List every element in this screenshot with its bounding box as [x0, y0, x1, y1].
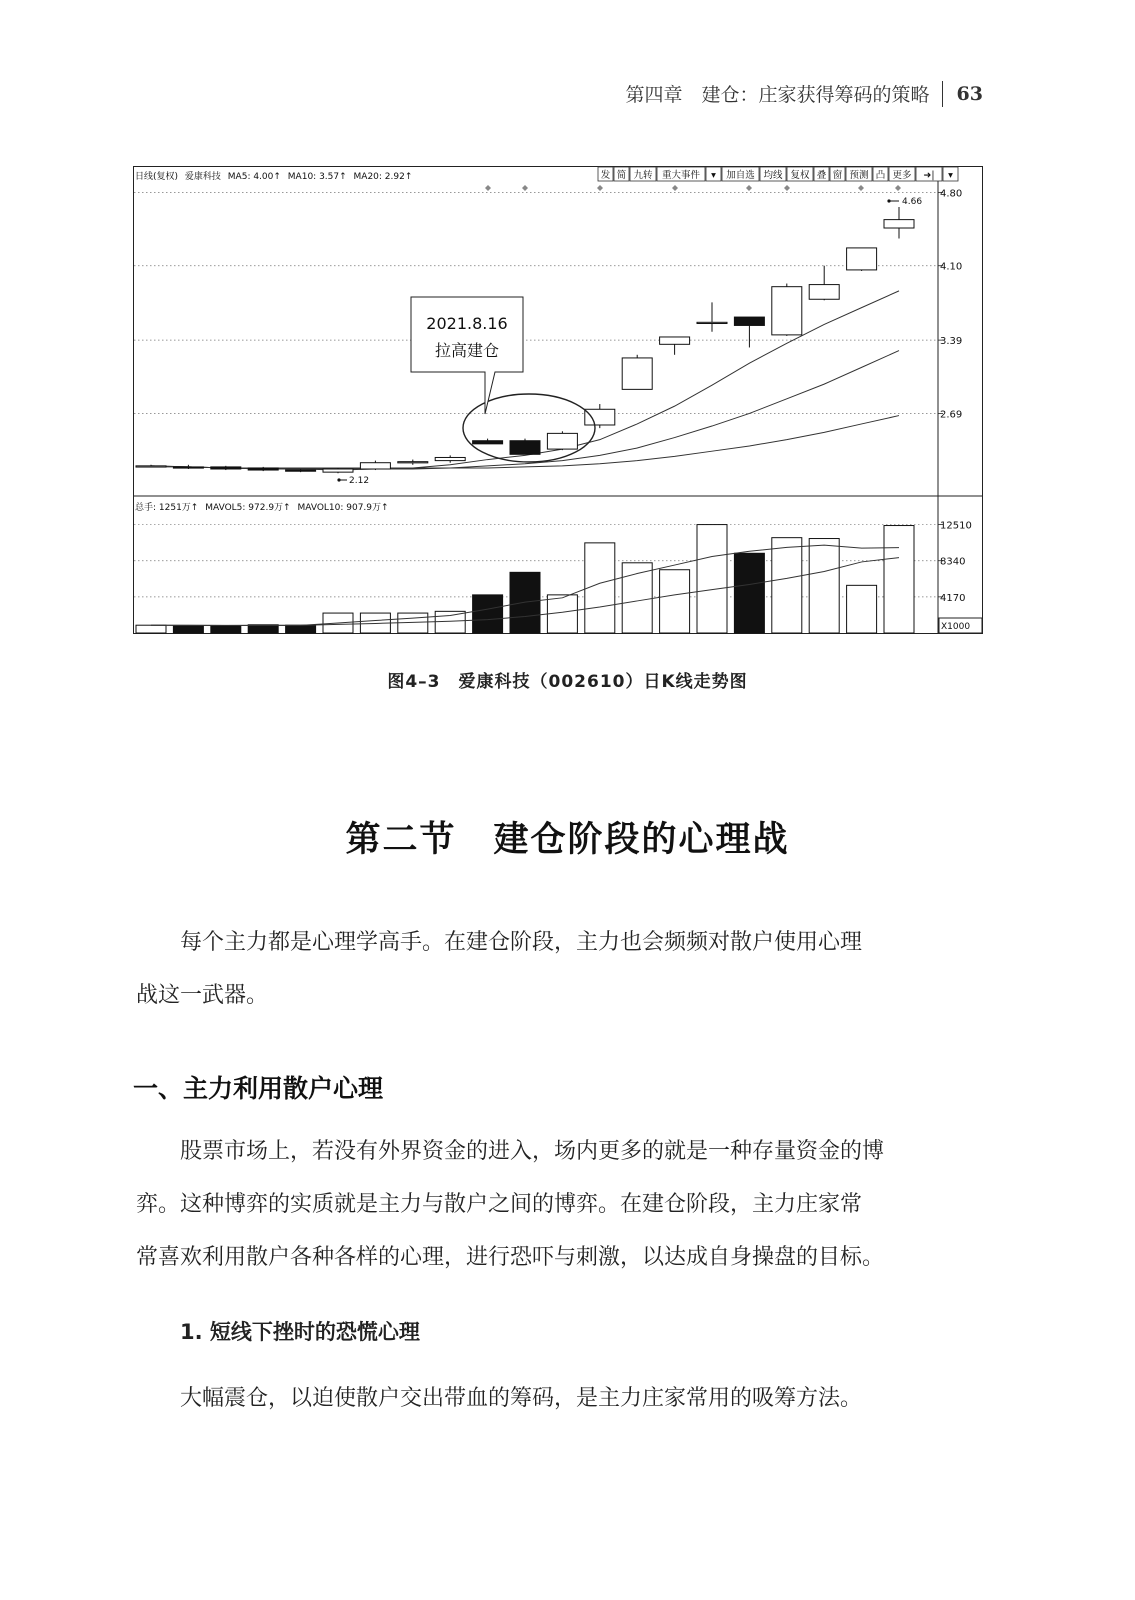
- chart-toolbar: [598, 167, 958, 181]
- volume-bar: [211, 626, 241, 633]
- toolbar-button-label: 均线: [763, 170, 783, 181]
- annotation-date: 2021.8.16: [426, 314, 508, 333]
- volume-bar: [847, 585, 877, 633]
- toolbar-button-label: 发: [600, 170, 611, 181]
- candle: [847, 248, 877, 271]
- toolbar-button-label: 九转: [633, 170, 653, 181]
- volume-bar: [435, 611, 465, 633]
- volume-bar: [660, 570, 690, 633]
- volume-tick-label: 4170: [940, 592, 966, 604]
- candle-body-up: [809, 285, 839, 300]
- closing-paragraph: [136, 1372, 1002, 1425]
- figure-caption: 图4–3 爱康科技（002610）日K线走势图: [387, 672, 748, 692]
- low-marker-label: 2.12: [349, 476, 370, 486]
- price-tick-label: 4.10: [940, 261, 963, 273]
- intro-line-2: 战这一武器。: [136, 983, 269, 1008]
- candle-body-up: [884, 220, 914, 228]
- running-head: [626, 80, 983, 107]
- volume-bar: [286, 625, 316, 633]
- heading-one: 一、主力利用散户心理: [133, 1074, 384, 1103]
- toolbar-button-label: 叠: [816, 170, 827, 181]
- toolbar-button-label: 复权: [790, 170, 810, 181]
- toolbar-button-label: 窗: [832, 170, 843, 181]
- candle-body-down: [473, 441, 503, 444]
- candle: [622, 355, 652, 390]
- candle: [211, 466, 241, 470]
- candle-body-up: [660, 337, 690, 344]
- kline-chart: [133, 166, 983, 634]
- body-line-3: 常喜欢利用散户各种各样的心理，进行恐吓与刺激，以达成自身操盘的目标。: [136, 1245, 885, 1270]
- toolbar-button-label: ➜|: [923, 170, 935, 181]
- price-tick-label: 4.80: [940, 188, 963, 200]
- toolbar-button-label: 加自选: [726, 170, 755, 181]
- chapter-title: 第四章 建仓：庄家获得筹码的策略: [625, 84, 930, 106]
- volume-bar: [547, 595, 577, 633]
- candle: [510, 439, 540, 455]
- chart-legend: [135, 170, 412, 182]
- candle: [547, 431, 577, 450]
- candle-body-down: [173, 467, 203, 468]
- volume-bar: [697, 525, 727, 633]
- volume-tick-label: 12510: [940, 520, 972, 532]
- price-tick-label: 3.39: [940, 336, 963, 348]
- candle-body-up: [435, 457, 465, 460]
- volume-bar: [473, 595, 503, 633]
- candle-body-up: [547, 433, 577, 449]
- ma20-legend: MA20: 2.92↑: [353, 172, 413, 182]
- volume-bar: [248, 625, 278, 633]
- toolbar-button-label: ▾: [711, 170, 716, 181]
- volume-unit: X1000: [941, 622, 971, 632]
- mavol5-legend: MAVOL5: 972.9万↑: [205, 503, 291, 513]
- annotation-text: 拉高建仓: [434, 341, 500, 360]
- candle-body-up: [360, 463, 390, 469]
- toolbar-button-label: 重大事件: [661, 170, 701, 181]
- subheading-one: 1. 短线下挫时的恐慌心理: [180, 1320, 420, 1344]
- candle-body-up: [622, 358, 652, 389]
- volume-legend: [135, 501, 389, 513]
- price-tick-label: 2.69: [940, 409, 963, 421]
- volume-bar: [136, 625, 166, 633]
- ma10-legend: MA10: 3.57↑: [287, 172, 347, 182]
- body-line-1: 股票市场上，若没有外界资金的进入，场内更多的就是一种存量资金的博: [180, 1139, 885, 1164]
- toolbar-button-label: 预测: [849, 170, 869, 181]
- toolbar-button-label: 简: [616, 170, 627, 181]
- candle: [248, 467, 278, 471]
- volume-total-legend: 总手: 1251万↑: [135, 503, 199, 513]
- volume-bar: [585, 543, 615, 633]
- closing-line-1: 大幅震仓，以迫使散户交出带血的筹码，是主力庄家常用的吸筹方法。: [180, 1386, 863, 1411]
- mavol10-legend: MAVOL10: 907.9万↑: [297, 503, 389, 513]
- volume-bar: [173, 626, 203, 633]
- candle-body-up: [847, 248, 877, 270]
- intro-line-1: 每个主力都是心理学高手。在建仓阶段，主力也会频频对散户使用心理: [180, 930, 863, 955]
- candle-body-up: [136, 466, 166, 467]
- volume-tick-label: 8340: [940, 556, 966, 568]
- page-number: 63: [956, 82, 983, 105]
- candle-body-up: [585, 409, 615, 425]
- body-paragraph: [136, 1125, 1002, 1284]
- chart-stock-name: 爱康科技: [184, 172, 221, 182]
- volume-bar: [772, 538, 802, 633]
- volume-bar: [809, 539, 839, 633]
- toolbar-button-label: 更多: [892, 170, 912, 181]
- header-divider: [942, 81, 943, 107]
- chart-period-label: 日线(复权): [135, 172, 179, 182]
- volume-bar: [510, 572, 540, 633]
- section-title: 第二节 建仓阶段的心理战: [345, 820, 790, 860]
- candle-body-down: [248, 468, 278, 470]
- candle: [772, 284, 802, 336]
- volume-bar: [734, 553, 764, 633]
- candle-body-up: [323, 469, 353, 472]
- candle-body-down: [734, 317, 764, 325]
- candle-body-up: [398, 462, 428, 463]
- intro-paragraph: [136, 916, 1002, 1022]
- volume-bar: [884, 526, 914, 633]
- toolbar-button-label: ▾: [948, 170, 953, 181]
- candle: [323, 468, 353, 473]
- candle-body-up: [697, 322, 727, 323]
- candle-body-down: [286, 470, 316, 471]
- candle-body-up: [772, 287, 802, 335]
- candle-body-down: [510, 441, 540, 455]
- body-line-2: 弈。这种博弈的实质就是主力与散户之间的博弈。在建仓阶段，主力庄家常: [136, 1192, 863, 1217]
- high-marker-label: 4.66: [902, 197, 923, 207]
- ma5-legend: MA5: 4.00↑: [227, 172, 281, 182]
- toolbar-button-label: 凸: [875, 170, 886, 181]
- candle-body-down: [211, 467, 241, 469]
